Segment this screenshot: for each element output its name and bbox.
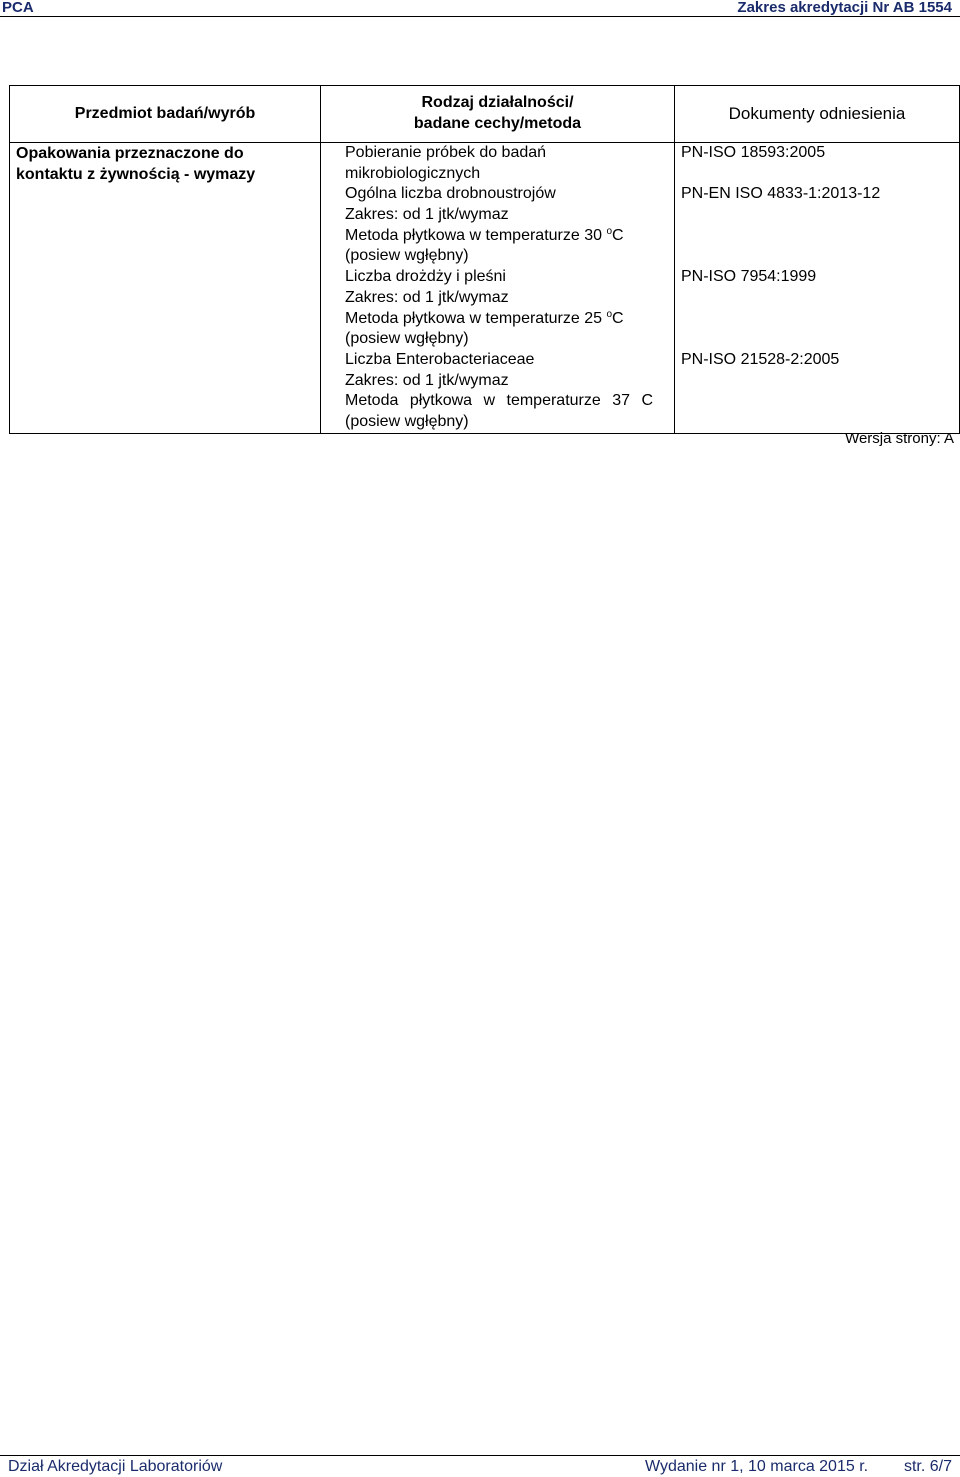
method-line: mikrobiologicznych <box>345 164 481 182</box>
page-header <box>0 0 960 17</box>
document-ref: PN-ISO 18593:2005 <box>681 144 826 161</box>
method-text: Metoda płytkowa w temperaturze 30 <box>345 226 603 244</box>
method-line: Metoda płytkowa w temperaturze 37 C <box>345 392 654 410</box>
page-footer <box>0 1455 960 1477</box>
footer-page-number: str. 6/7 <box>903 1458 952 1475</box>
degree-unit: C <box>612 309 624 327</box>
method-line-with-temp <box>345 226 668 247</box>
column-header-subject: Przedmiot badań/wyrób <box>10 86 321 143</box>
subject-line: Opakowania przeznaczone do <box>16 145 244 162</box>
documents-cell <box>675 143 960 434</box>
header-org: PCA <box>2 0 34 16</box>
document-ref: PN-ISO 7954:1999 <box>681 268 817 286</box>
method-line: Liczba drożdży i pleśni <box>345 268 506 286</box>
subject-cell <box>10 143 321 434</box>
method-line: Zakres: od 1 jtk/wymaz <box>345 206 509 224</box>
column-header-method-line: Rodzaj działalności/ <box>421 94 574 112</box>
footer-edition: Wydanie nr 1, 10 marca 2015 r. <box>645 1458 869 1475</box>
method-text: Metoda płytkowa w temperaturze 25 <box>345 309 603 327</box>
table-header-row <box>10 86 960 143</box>
method-line: (posiew wgłębny) <box>345 412 469 430</box>
column-header-method-line: badane cechy/metoda <box>413 115 582 132</box>
header-title: Zakres akredytacji Nr AB 1554 <box>737 0 952 16</box>
document-ref: PN-ISO 21528-2:2005 <box>681 350 840 368</box>
method-line: Zakres: od 1 jtk/wymaz <box>345 288 509 306</box>
degree-mark: o <box>606 308 613 320</box>
accreditation-table <box>9 85 960 434</box>
column-header-method <box>321 86 675 143</box>
page-version: Wersja strony: A <box>845 430 954 447</box>
table-row <box>10 143 960 434</box>
column-header-documents: Dokumenty odniesienia <box>675 86 960 143</box>
document-ref: PN-EN ISO 4833-1:2013-12 <box>681 185 881 203</box>
method-line: Zakres: od 1 jtk/wymaz <box>345 371 509 389</box>
degree-mark: o <box>606 225 613 237</box>
degree-unit: C <box>612 226 624 244</box>
footer-department: Dział Akredytacji Laboratoriów <box>8 1458 223 1475</box>
method-cell <box>321 143 675 434</box>
method-line: (posiew wgłębny) <box>345 247 469 265</box>
method-line: Pobieranie próbek do badań <box>345 144 547 161</box>
subject-line: kontaktu z żywnością - wymazy <box>16 165 256 183</box>
method-line: Liczba Enterobacteriaceae <box>345 350 535 368</box>
method-line: (posiew wgłębny) <box>345 330 469 348</box>
method-line-with-temp <box>345 309 668 330</box>
method-line: Ogólna liczba drobnoustrojów <box>345 185 556 203</box>
